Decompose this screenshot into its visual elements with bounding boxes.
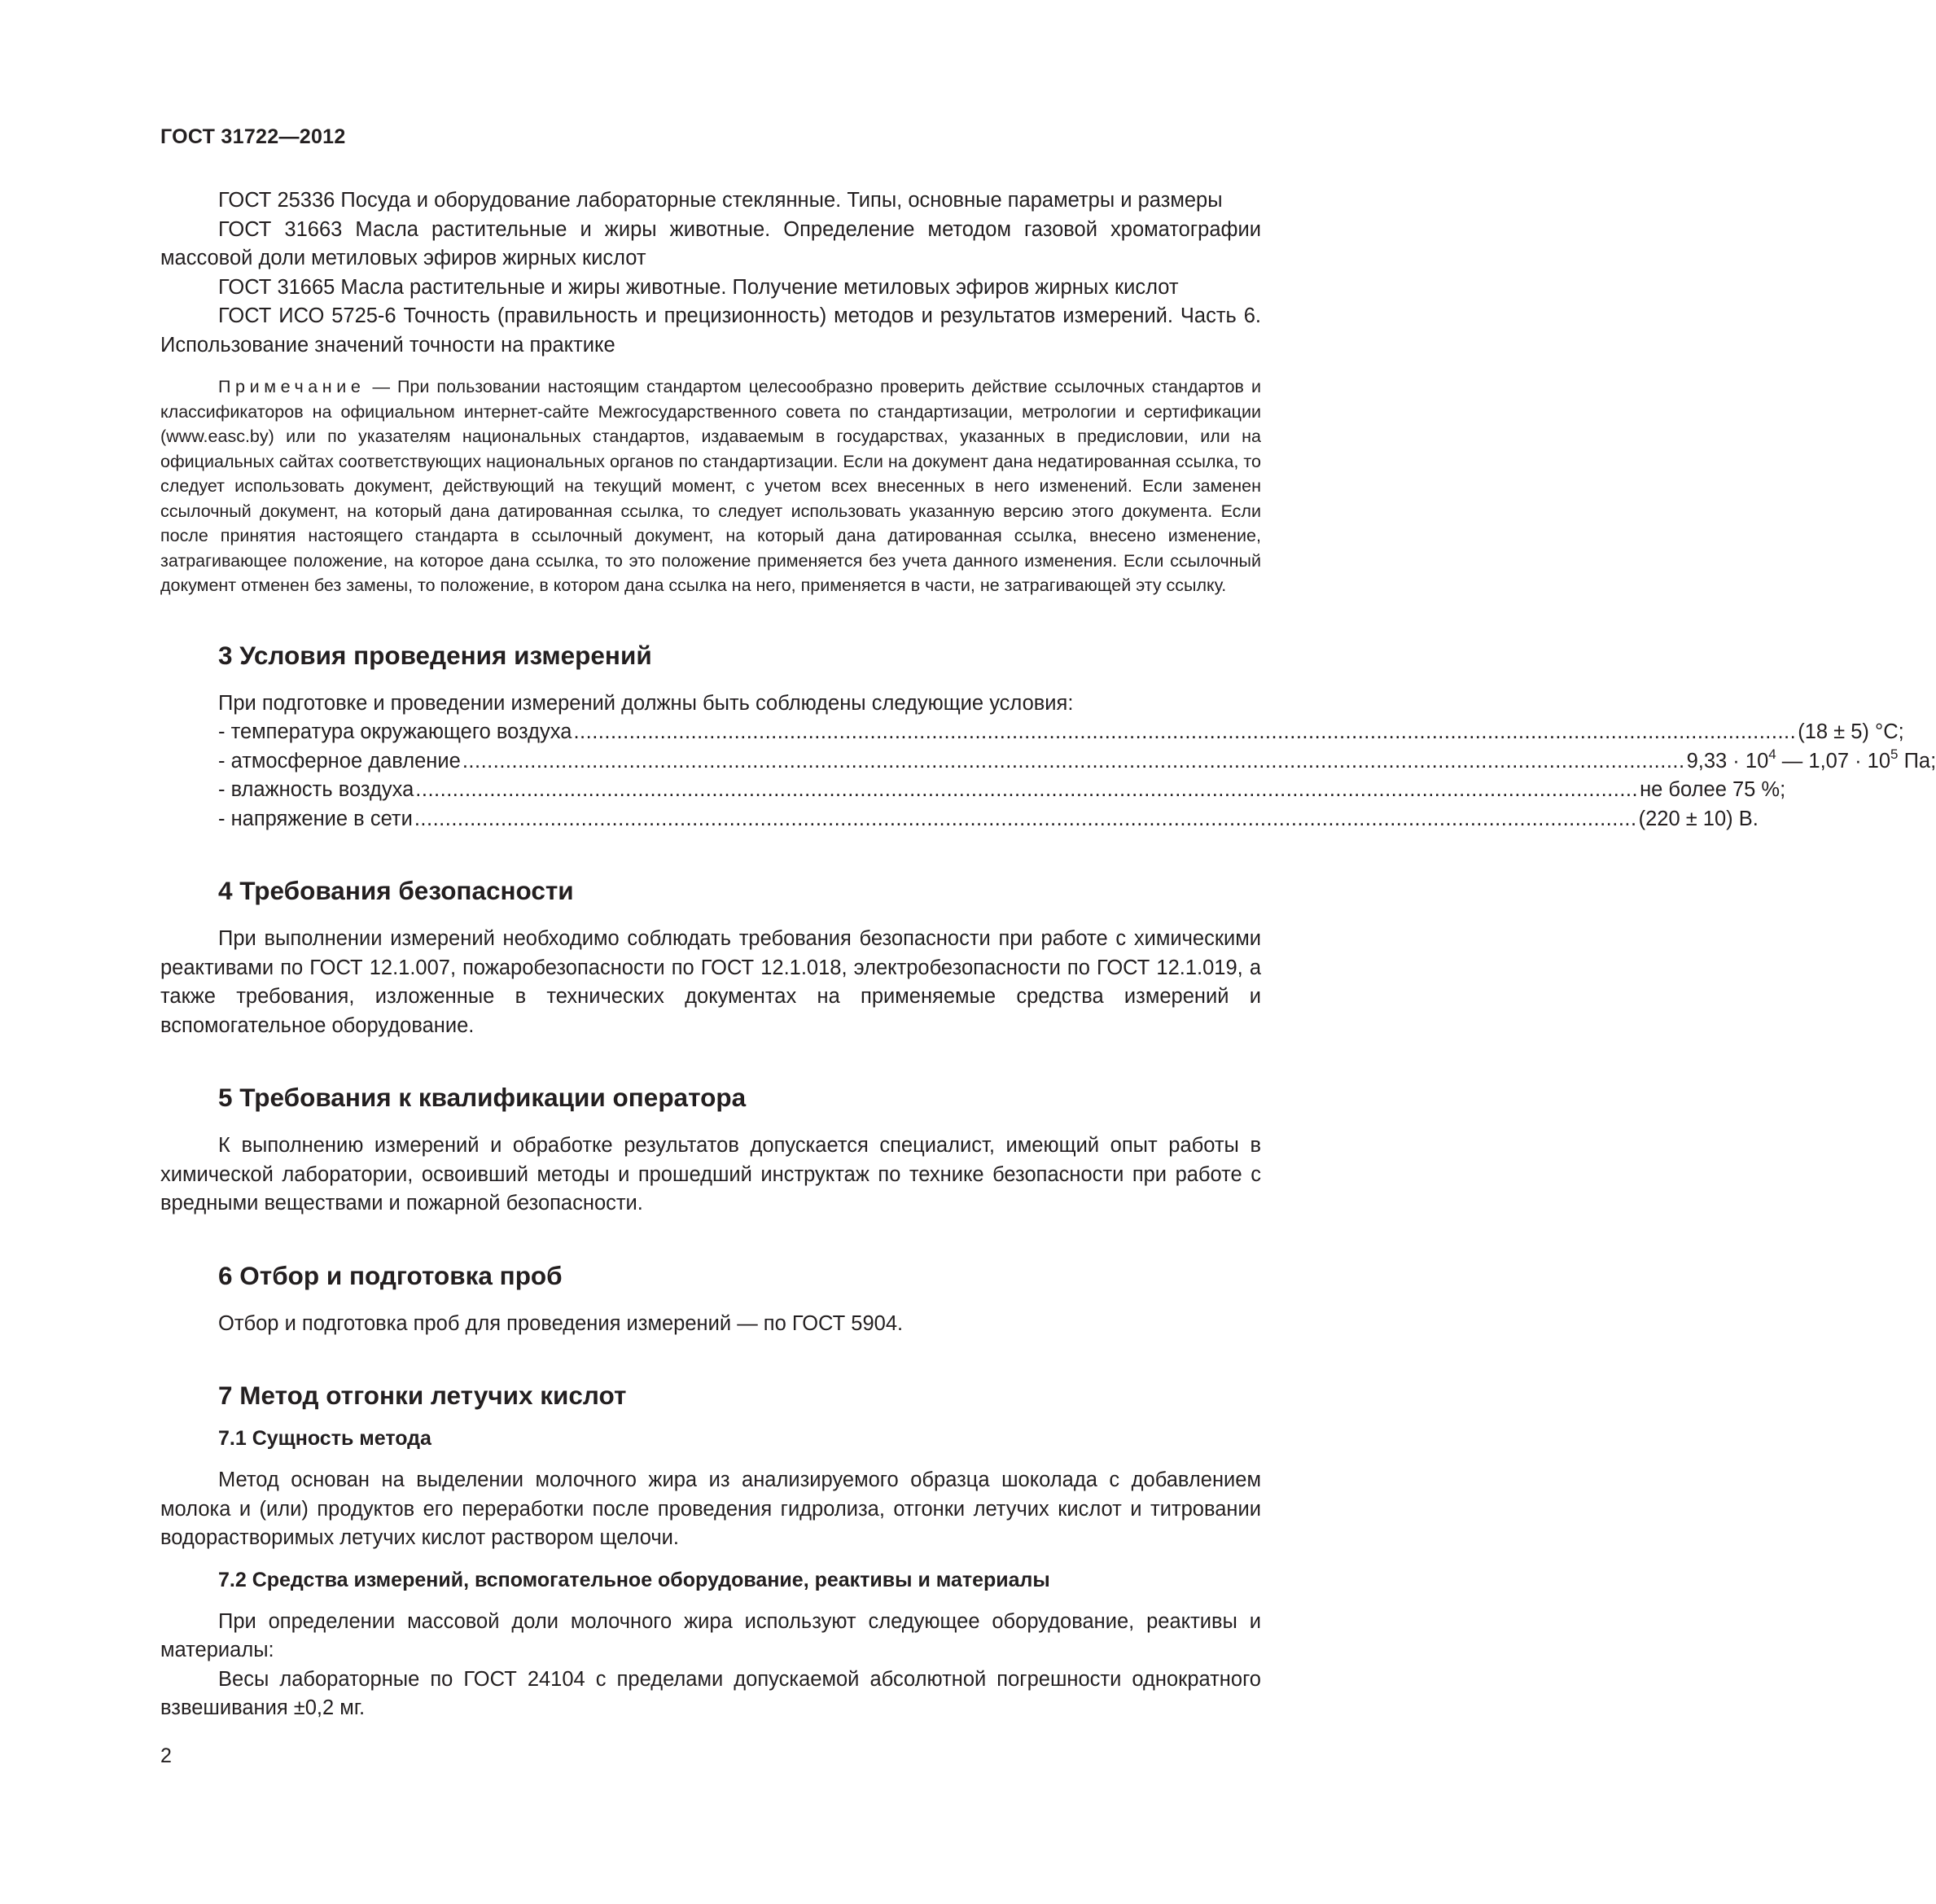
condition-humidity: - влажность воздуха ...................................................................................................................................................................................................... не более 75 %; [218, 776, 1261, 805]
note-text: — При пользовании настоящим стандартом целесообразно проверить действие ссылочных стандартов и классификаторов на официальном интернет-сайте Межгосударственного совета по стандартизации, метрологии и сертификации (www.easc.by) или по указателям национальных стандартов, издаваемым в государствах, указанных в предисловии, или на официальных сайтах соответствующих национальных органов по стандартизации. Если на документ дана недатированная ссылка, то следует использовать документ, действующий на текущий момент, с учетом всех внесенных в него изменений. Если заменен ссылочный документ, на который дана датированная ссылка, то следует использовать указанную версию этого документа. Если после принятия настоящего стандарта в ссылочный документ, на который дана датированная ссылка, внесено изменение, затрагивающее положение, на которое дана ссылка, то это положение применяется без учета данного изменения. Если ссылочный документ отменен без замены, то положение, в котором дана ссылка на него, применяется в части, не затрагивающей эту ссылку. [160, 377, 1261, 595]
leader-dots: ...................................................................................................................................................................................................... [462, 749, 1685, 773]
reference-gost-31663: ГОСТ 31663 Масла растительные и жиры животные. Определение методом газовой хроматографии массовой доли метиловых эфиров жирных кислот [160, 217, 1261, 269]
section-3-title: 3 Условия проведения измерений [218, 640, 652, 670]
condition-temperature: - температура окружающего воздуха ...................................................................................................................................................................................................... (18 ± 5) °C; [218, 718, 1261, 747]
document-header: ГОСТ 31722—2012 [160, 125, 346, 148]
leader-dots: ...................................................................................................................................................................................................... [415, 778, 1639, 801]
condition-pressure: - атмосферное давление ...................................................................................................................................................................................................... $9,33 \cdot 10^4$ — $1,07 \cdot 10^5$ Па; [218, 747, 1261, 777]
section-7-2-title: 7.2 Средства измерений, вспомогательное оборудование, реактивы и материалы [218, 1568, 1050, 1591]
reference-gost-31665: ГОСТ 31665 Масла растительные и жиры животные. Получение метиловых эфиров жирных кислот [218, 275, 1179, 299]
pressure-value: $9,33 \cdot 10^4$ — $1,07 \cdot 10^5$ Па; [1686, 746, 1936, 773]
section-5-title: 5 Требования к квалификации оператора [218, 1083, 747, 1112]
section-4-title: 4 Требования безопасности [218, 876, 574, 905]
reference-gost-iso-5725-6: ГОСТ ИСО 5725-6 Точность (правильность и прецизионность) методов и результатов измерений. Часть 6. Использование значений точности на практике [160, 304, 1261, 357]
section-7-2-text-1: При определении массовой доли молочного жира используют следующее оборудование, реактивы и материалы: [160, 1609, 1261, 1661]
section-7-title: 7 Метод отгонки летучих кислот [218, 1381, 627, 1410]
section-6-title: 6 Отбор и подготовка проб [218, 1260, 563, 1290]
section-4-text: При выполнении измерений необходимо соблюдать требования безопасности при работе с химическими реактивами по ГОСТ 12.1.007, пожаробезопасности по ГОСТ 12.1.018, электробезопасности по ГОСТ 12.1.019, а также требования, изложенные в технических документах на применяемые средства измерений и вспомогательное оборудование. [160, 927, 1261, 1037]
page-number: 2 [160, 1744, 172, 1767]
note-label: Примечание [218, 377, 366, 396]
document-body [160, 186, 1936, 1723]
leader-dots: ...................................................................................................................................................................................................... [573, 720, 1797, 743]
section-3-intro: При подготовке и проведении измерений должны быть соблюдены следующие условия: [218, 691, 1074, 715]
reference-note [160, 374, 1261, 598]
condition-voltage: - напряжение в сети ...................................................................................................................................................................................................... (220 ± 10) В. [218, 805, 1261, 834]
section-5-text: К выполнению измерений и обработке результатов допускается специалист, имеющий опыт работы в химической лаборатории, освоивший методы и прошедший инструктаж по технике безопасности при работе с вредными веществами и пожарной безопасности. [160, 1134, 1261, 1215]
section-6-text: Отбор и подготовка проб для проведения измерений — по ГОСТ 5904. [218, 1311, 904, 1335]
reference-gost-25336: ГОСТ 25336 Посуда и оборудование лабораторные стеклянные. Типы, основные параметры и размеры [218, 189, 1223, 212]
section-7-1-text: Метод основан на выделении молочного жира из анализируемого образца шоколада с добавлением молока и (или) продуктов его переработки после проведения гидролиза, отгонки летучих кислот и титровании водорастворимых летучих кислот раствором щелочи. [160, 1468, 1261, 1549]
leader-dots: ...................................................................................................................................................................................................... [414, 807, 1637, 830]
section-7-1-title: 7.1 Сущность метода [218, 1427, 431, 1450]
section-7-2-text-2: Весы лабораторные по ГОСТ 24104 с пределами допускаемой абсолютной погрешности однократного взвешивания ±0,2 мг. [160, 1667, 1261, 1719]
